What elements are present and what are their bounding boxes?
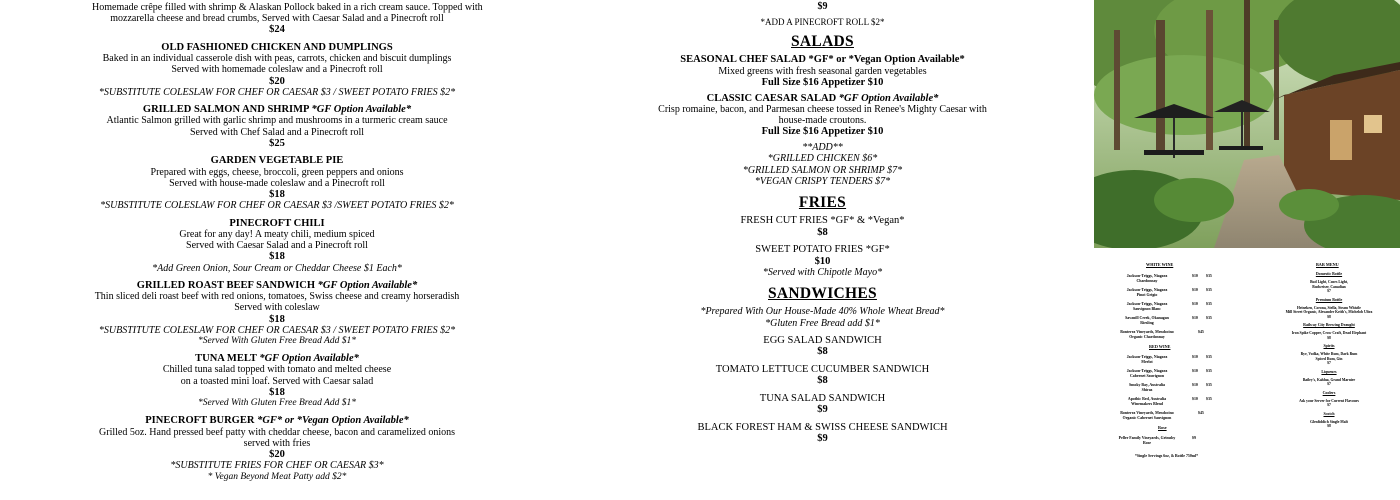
wine-bottle-price: $35: [1206, 288, 1212, 292]
sandwich-notes: [650, 306, 995, 328]
fries-price: $10: [814, 255, 831, 267]
wine-glass-price: $10: [1192, 383, 1198, 387]
salad-price: Full Size $16 Appetizer $10: [761, 76, 884, 88]
sandwich-note: *Prepared With Our House-Made 40% Whole Wheat Bread*: [700, 306, 945, 318]
bar-menu-line: Ask your Server for Current Flavours: [1299, 398, 1359, 403]
menu-item-price: $20: [269, 75, 285, 87]
wine-glass-price: $10: [1192, 288, 1198, 292]
menu-item-description: Prepared with eggs, cheese, broccoli, green peppers and onions: [150, 166, 404, 178]
bar-section-heading: Spirits: [1323, 344, 1335, 348]
menu-item-note: *SUBSTITUTE COLESLAW FOR CHEF OR CAESAR $3 / SWEET POTATO FRIES $2*: [98, 87, 456, 99]
wine-bottle-price: $35: [1206, 397, 1212, 401]
sandwich-item: [650, 393, 995, 416]
menu-item: [92, 280, 462, 347]
menu-item-name: GRILLED SALMON AND SHRIMP: [142, 104, 309, 116]
fries-list: [650, 215, 995, 278]
menu-item-option: *GF Option Available*: [317, 279, 418, 291]
wine-name: Peller Family Vineyards, Grimsby Rose: [1118, 436, 1176, 445]
bar-menu-line: $7: [1327, 289, 1331, 293]
menu-item-title: [92, 218, 462, 229]
menu-item-description: Great for any day! A meaty chili, medium spiced: [179, 228, 375, 240]
menu-item-option: *GF Option Available*: [311, 104, 412, 116]
menu-item-description: Served with Caesar Salad and a Pinecroft roll: [186, 240, 368, 252]
fries-price: $8: [817, 226, 828, 238]
bar-menu-line: Glenfiddich Single Malt: [1310, 419, 1348, 424]
wine-glass-price: $10: [1192, 369, 1198, 373]
sandwich-name: TOMATO LETTUCE CUCUMBER SANDWICH: [715, 363, 930, 375]
menu-item-name: TUNA MELT: [195, 353, 257, 365]
menu-item-note: *SUBSTITUTE COLESLAW FOR CHEF OR CAESAR $3 /SWEET POTATO FRIES $2*: [100, 200, 454, 212]
menu-column-left: [92, 2, 483, 483]
wine-bottle-price: $35: [1206, 274, 1212, 278]
wine-glass-price: $9: [1192, 436, 1196, 440]
wine-name: Apothic Red, Australia Winemakers Blend: [1127, 397, 1167, 406]
garden-patio-photo: [1094, 0, 1400, 248]
fries-name: FRESH CUT FRIES *GF* & *Vegan*: [740, 215, 905, 227]
salad-description: house-made croutons.: [778, 115, 867, 126]
bar-menu-line: Mill Street Organic, Alexander Keith's, Michelob Ultra: [1285, 310, 1373, 314]
salads-heading: SALADS: [791, 33, 854, 50]
bar-section-heading: Liqueurs: [1321, 369, 1337, 374]
addon-line: **ADD**: [802, 142, 843, 153]
fries-item: [650, 215, 995, 238]
wine-name: Jackson-Triggs, Niagara Merlot: [1126, 355, 1168, 364]
menu-item-price: $18: [269, 313, 285, 325]
menu-item: [92, 218, 462, 274]
menu-item-description: served with fries: [243, 437, 311, 449]
bar-menu-heading: BAR MENU: [1316, 262, 1339, 267]
sandwiches-heading: SANDWICHES: [768, 285, 877, 303]
bar-menu-line: Iron Spike Copper, Crow Craft, Dead Elephant: [1291, 331, 1367, 335]
bar-menu-line: Bud Light, Coors Light,: [1310, 280, 1348, 284]
sandwiches-list: [650, 335, 995, 445]
fries-name: SWEET POTATO FRIES *GF*: [755, 244, 890, 256]
menu-item: [92, 353, 462, 409]
menu-item-price: $9: [817, 1, 828, 12]
wine-bottle-price: $35: [1206, 369, 1212, 373]
bar-menu-line: Spiced Rum, Gin: [1315, 356, 1343, 361]
wine-glass-price: $10: [1192, 355, 1198, 359]
sandwich-item: [650, 364, 995, 387]
addon-line: *VEGAN CRISPY TENDERS $7*: [754, 175, 891, 187]
menu-item-note: *SUBSTITUTE FRIES FOR CHEF OR CAESAR $3*: [170, 460, 384, 472]
salad-name: [650, 93, 995, 105]
red-wine-heading: RED WINE: [1149, 344, 1171, 349]
bar-menu-line: $7: [1327, 361, 1331, 365]
bar-section-heading: Railway City Brewing Draught: [1303, 323, 1355, 327]
salad-title: SEASONAL CHEF SALAD *GF* or *Vegan Option Available*: [680, 54, 965, 65]
menu-item-description: on a toasted mini loaf. Served with Caesar salad: [180, 375, 374, 387]
wine-name: Jackson-Triggs, Niagara Pinot Grigio: [1126, 288, 1168, 297]
menu-item-note: *Served With Gluten Free Bread Add $1*: [198, 336, 356, 347]
menu-item-title: [92, 42, 462, 53]
menu-item-title: [92, 415, 462, 426]
sandwich-item: [650, 335, 995, 358]
menu-item-title: [92, 155, 462, 166]
menu-item-note: *SUBSTITUTE COLESLAW FOR CHEF OR CAESAR $3 / SWEET POTATO FRIES $2*: [98, 325, 456, 337]
menu-item-note: * Vegan Beyond Meat Patty add $2*: [207, 471, 347, 482]
menu-item-description: Served with coleslaw: [234, 302, 320, 314]
fries-note: *Served with Chipotle Mayo*: [762, 267, 883, 279]
menu-item-name: GARDEN VEGETABLE PIE: [210, 155, 344, 167]
garden-patio-image: [1094, 0, 1400, 248]
menu-item-description: mozzarella cheese and bread crumbs, Served with Caesar Salad and a Pinecroft roll: [110, 13, 444, 25]
menu-item: [92, 104, 462, 149]
wine-bottle-price: $35: [1206, 302, 1212, 306]
wine-name: Jackson-Triggs, Niagara Sauvignon Blanc: [1126, 302, 1168, 311]
sandwich-item: [650, 422, 995, 445]
menu-item: [92, 155, 462, 211]
menu-item-description: Served with Chef Salad and a Pinecroft roll: [189, 126, 365, 138]
bar-menu-line: Rye, Vodka, White Rum, Dark Rum: [1300, 352, 1358, 356]
bar-menu-line: $8: [1327, 335, 1331, 340]
sandwich-price: $9: [817, 433, 828, 445]
sandwich-price: $9: [817, 404, 828, 416]
wine-name: Bonterra Vineyards, Mendocino Organic Cabernet Sauvignon: [1120, 411, 1174, 420]
wine-bottle-price: $35: [1206, 316, 1212, 320]
sandwich-price: $8: [817, 375, 828, 387]
menu-item: [92, 2, 483, 36]
addon-line: *GRILLED CHICKEN $6*: [767, 153, 878, 165]
menu-item-title: [92, 280, 462, 291]
sandwich-name: TUNA SALAD SANDWICH: [759, 392, 886, 404]
menu-item-price: $18: [269, 386, 285, 398]
menu-item-description: Baked in an individual casserole dish with peas, carrots, chicken and biscuit dumplings: [102, 53, 452, 65]
menu-item-title: [92, 353, 462, 364]
menu-item-price: $18: [269, 251, 285, 263]
salad-description: Crisp romaine, bacon, and Parmesan cheese tossed in Renee's Mighty Caesar with: [658, 104, 987, 115]
wine-name: Bonterra Vineyards, Mendocino Organic Chardonnay: [1120, 330, 1174, 339]
menu-item-description: Chilled tuna salad topped with tomato and melted cheese: [162, 364, 392, 376]
wine-bottle-price: $45: [1198, 330, 1204, 334]
bar-section-heading: Scotch: [1323, 411, 1335, 416]
sandwich-note: *Gluten Free Bread add $1*: [765, 317, 880, 329]
menu-item-option: *GF Option Available*: [259, 353, 359, 365]
salad-option: *GF Option Available*: [838, 92, 939, 104]
menu-item-description: Homemade crêpe filled with shrimp & Alaskan Pollock baked in a rich cream sauce. Topped with: [92, 2, 483, 13]
salad-description: Mixed greens with fresh seasonal garden vegetables: [718, 65, 927, 77]
menu-item-name: OLD FASHIONED CHICKEN AND DUMPLINGS: [161, 41, 393, 53]
roll-note: *ADD A PINECROFT ROLL $2*: [760, 17, 885, 27]
salad-item: [650, 93, 995, 139]
menu-item-price: $24: [269, 24, 285, 36]
menu-item-description: Atlantic Salmon grilled with garlic shrimp and mushrooms in a turmeric cream sauce: [106, 115, 448, 127]
salad-item: [650, 54, 995, 89]
menu-item-name: PINECROFT CHILI: [229, 217, 325, 229]
wine-name: Jackson-Triggs, Niagara Chardonnay: [1126, 274, 1168, 283]
salad-title: CLASSIC CAESAR SALAD: [706, 92, 837, 104]
bar-section-heading: Domestic Bottle: [1315, 272, 1343, 276]
bar-section-heading: Coolers: [1322, 390, 1336, 395]
wine-glass-price: $10: [1192, 397, 1198, 401]
bar-menu-line: Budweiser, Canadian: [1312, 284, 1346, 289]
bar-menu-line: $8: [1327, 424, 1331, 428]
menu-item-name: PINECROFT BURGER: [145, 415, 255, 427]
salads-list: [650, 54, 995, 138]
salad-price: Full Size $16 Appetizer $10: [761, 126, 884, 137]
menu-item-description: Thin sliced deli roast beef with red onions, tomatoes, Swiss cheese and creamy horseradish: [94, 291, 460, 303]
wine-footnote: *Single Servings 6oz, & Bottle 750ml*: [1134, 454, 1199, 458]
sandwich-name: EGG SALAD SANDWICH: [763, 334, 882, 346]
menu-item-name: GRILLED ROAST BEEF SANDWICH: [136, 279, 316, 291]
menu-item: [92, 42, 462, 98]
wine-name: Sawmill Creek, Okanagan Riesling: [1125, 316, 1169, 325]
menu-item-price: $20: [269, 448, 285, 460]
fries-heading: FRIES: [798, 194, 847, 212]
salad-name: [650, 54, 995, 66]
wine-name: Smoky Bay, Australia Shiraz: [1129, 383, 1165, 392]
wine-glass-price: $10: [1192, 302, 1198, 306]
addon-line: *GRILLED SALMON OR SHRIMP $7*: [742, 164, 903, 176]
bar-menu-line: $7: [1327, 403, 1331, 407]
menu-column-middle: [650, 2, 995, 445]
salad-addons: [650, 142, 995, 187]
wine-bottle-price: $45: [1198, 411, 1204, 415]
menu-item-title: [92, 104, 462, 115]
wine-bottle-price: $35: [1206, 355, 1212, 359]
bar-menu-line: Bailey's, Kahlua, Grand Marnier: [1302, 377, 1356, 382]
white-wine-heading: WHITE WINE: [1146, 262, 1174, 267]
menu-item-description: Served with house-made coleslaw and a Pinecroft roll: [169, 177, 385, 189]
sandwich-price: $8: [817, 346, 828, 358]
menu-item-description: Grilled 5oz. Hand pressed beef patty with cheddar cheese, bacon and caramelized onions: [99, 426, 455, 438]
menu-item-note: *Served With Gluten Free Bread Add $1*: [198, 398, 356, 409]
fries-item: [650, 244, 995, 278]
bar-menu-line: Heineken, Corona, Stella, Steam Whistle: [1297, 305, 1361, 310]
wine-bar-menu: [1094, 248, 1400, 500]
menu-item-price: $25: [269, 137, 285, 149]
rose-heading: Rose: [1158, 425, 1167, 430]
menu-item: [92, 415, 462, 482]
wine-bottle-price: $35: [1206, 383, 1212, 387]
bar-menu-line: $7: [1327, 382, 1331, 386]
wine-glass-price: $10: [1192, 316, 1198, 320]
bar-menu-line: $8: [1327, 314, 1331, 319]
menu-item-note: *Add Green Onion, Sour Cream or Cheddar Cheese $1 Each*: [152, 262, 402, 274]
bar-section-heading: Premium Bottle: [1315, 297, 1343, 302]
wine-glass-price: $10: [1192, 274, 1198, 278]
menu-item-price: $18: [269, 188, 285, 200]
menu-item-option: *GF* or *Vegan Option Available*: [257, 415, 409, 427]
menu-item-description: Served with homemade coleslaw and a Pinecroft roll: [171, 64, 383, 76]
wine-name: Jackson-Triggs, Niagara Cabernet Sauvignon: [1126, 369, 1168, 378]
sandwich-name: BLACK FOREST HAM & SWISS CHEESE SANDWICH: [697, 421, 948, 433]
